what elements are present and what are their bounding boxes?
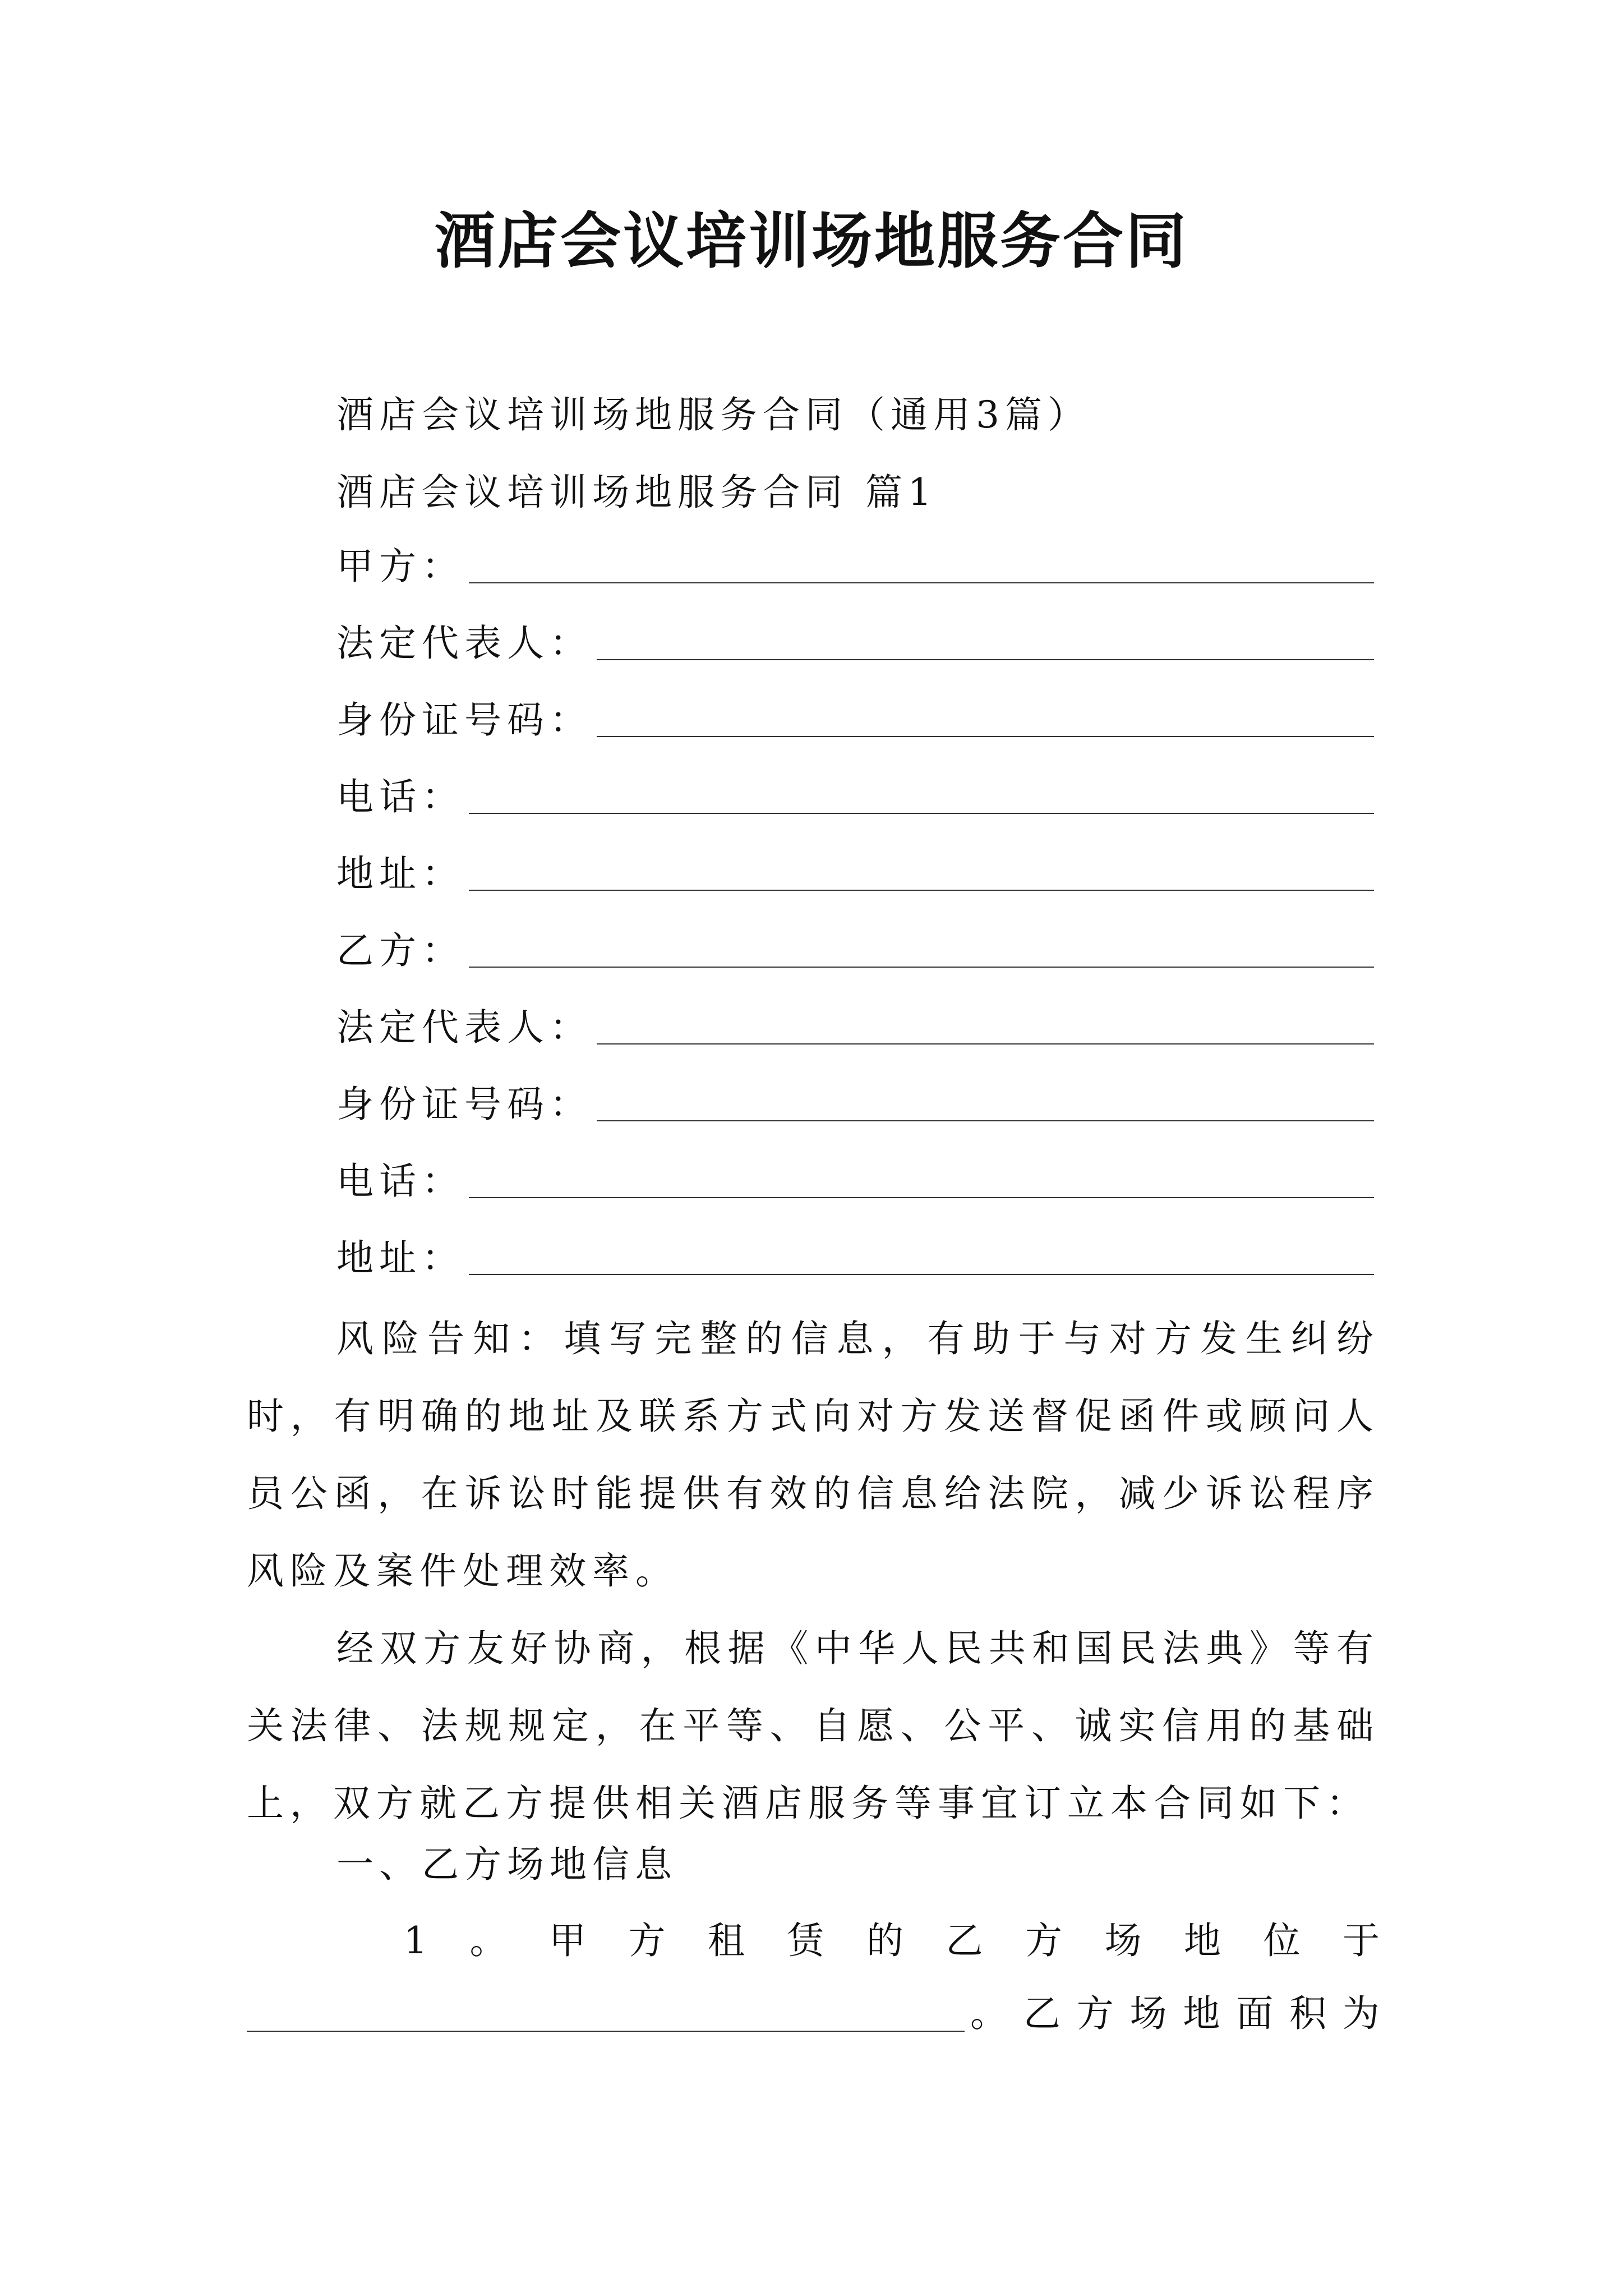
party-a-field-blank[interactable] [469, 890, 1374, 891]
party-b-field-blank[interactable] [469, 1197, 1374, 1198]
party-b-field-row [336, 923, 1374, 979]
party-a-field-blank[interactable] [597, 659, 1374, 660]
clause-1-char: 位 [1263, 1919, 1301, 1962]
clause-1-line-1 [247, 1896, 1380, 1969]
party-a-field-label: 电话： [336, 775, 464, 818]
document-title: 酒店会议培训场地服务合同 [434, 206, 1188, 277]
clause-1-char: 1 [404, 1919, 427, 1962]
party-a-field-row [336, 692, 1374, 748]
party-b-field-label: 身份证号码： [336, 1083, 592, 1126]
clause-1-line-2-text [965, 1986, 1380, 2042]
party-b-field-label: 乙方： [336, 929, 464, 972]
party-b-field-row [336, 1000, 1374, 1056]
fill-blank-location [247, 2031, 965, 2032]
party-a-field-row [336, 846, 1374, 902]
party-a-field-label: 身份证号码： [336, 698, 592, 742]
party-b-field-row [336, 1230, 1374, 1286]
party-a-field-blank[interactable] [469, 582, 1374, 583]
party-a-field-label: 甲方： [336, 545, 464, 588]
party-b-field-blank[interactable] [597, 1043, 1374, 1045]
section-1-heading: 一、乙方场地信息 [336, 1843, 677, 1886]
party-a-field-row [336, 539, 1374, 595]
party-b-field-row [336, 1153, 1374, 1209]
party-b-field-blank[interactable] [469, 967, 1374, 968]
party-a-field-row [336, 615, 1374, 671]
clause-1-char: 于 [1343, 1919, 1380, 1962]
party-b-field-blank[interactable] [597, 1120, 1374, 1121]
clause-1-char: 场 [1104, 1919, 1142, 1962]
party-b-field-label: 地址： [336, 1236, 464, 1280]
clause-1-char: 。 [970, 1992, 1007, 2035]
clause-1-char: 场 [1129, 1992, 1167, 2035]
document-subtitle: 酒店会议培训场地服务合同（通用3篇） [336, 393, 1090, 436]
clause-1-char: 方 [1025, 1919, 1062, 1962]
party-b-field-label: 电话： [336, 1159, 464, 1203]
clause-1-char: 地 [1184, 1919, 1221, 1962]
clause-1-char: 方 [1076, 1992, 1114, 2035]
clause-1-char: 的 [866, 1919, 903, 1962]
clause-1-line-2 [247, 1975, 1380, 2042]
clause-1-char: 租 [708, 1919, 745, 1962]
risk-notice-paragraph: 风险告知：填写完整的信息，有助于与对方发生纠纷时，有明确的地址及联系方式向对方发送督促函件或顾问人员公函，在诉讼时能提供有效的信息给法院，减少诉讼程序风险及案件处理效率。 [247, 1317, 1380, 1593]
party-a-field-label: 地址： [336, 852, 464, 895]
clause-1-char: 甲 [549, 1919, 586, 1962]
party-a-field-blank[interactable] [469, 813, 1374, 814]
clause-1-char: 地 [1183, 1992, 1220, 2035]
party-b-field-row [336, 1076, 1374, 1133]
clause-1-char: 为 [1342, 1992, 1380, 2035]
clause-1-char: 方 [628, 1919, 666, 1962]
clause-1-char: 赁 [787, 1919, 824, 1962]
party-a-field-label: 法定代表人： [336, 622, 592, 665]
article-heading: 酒店会议培训场地服务合同 篇1 [336, 471, 937, 514]
clause-1-char: 积 [1289, 1992, 1327, 2035]
clause-1-char: 面 [1236, 1992, 1274, 2035]
preamble-paragraph: 经双方友好协商，根据《中华人民共和国民法典》等有关法律、法规规定，在平等、自愿、公平、诚实信用的基础上，双方就乙方提供相关酒店服务等事宜订立本合同如下： [247, 1627, 1380, 1825]
party-a-field-blank[interactable] [597, 736, 1374, 737]
clause-1-char: 乙 [946, 1919, 983, 1962]
party-a-field-row [336, 769, 1374, 825]
party-b-field-label: 法定代表人： [336, 1006, 592, 1049]
clause-1-char: 。 [469, 1919, 507, 1962]
clause-1-char: 乙 [1023, 1992, 1061, 2035]
party-b-field-blank[interactable] [469, 1274, 1374, 1275]
